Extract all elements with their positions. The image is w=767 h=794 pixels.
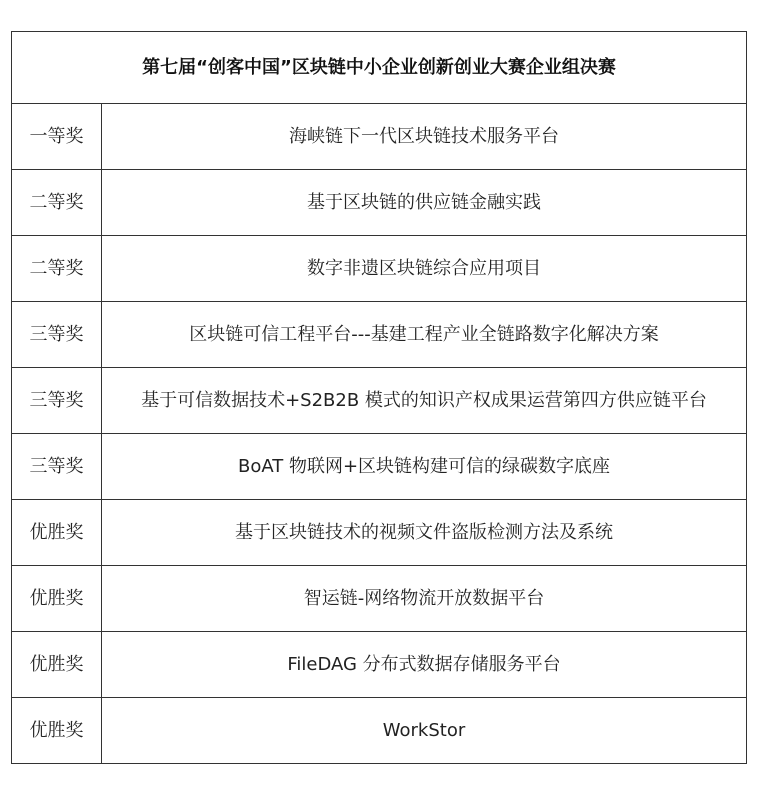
project-name: 基于区块链技术的视频文件盗版检测方法及系统 <box>102 500 747 566</box>
table-title-row <box>12 32 747 104</box>
table-row <box>12 500 747 566</box>
table-row <box>12 698 747 764</box>
award-level: 优胜奖 <box>12 500 102 566</box>
project-name: 海峡链下一代区块链技术服务平台 <box>102 104 747 170</box>
table-row <box>12 236 747 302</box>
project-name: WorkStor <box>102 698 747 764</box>
award-level: 一等奖 <box>12 104 102 170</box>
award-level: 三等奖 <box>12 434 102 500</box>
project-name: 数字非遗区块链综合应用项目 <box>102 236 747 302</box>
table-row <box>12 170 747 236</box>
table-row <box>12 104 747 170</box>
award-level: 优胜奖 <box>12 566 102 632</box>
table-row <box>12 368 747 434</box>
project-name: 区块链可信工程平台---基建工程产业全链路数字化解决方案 <box>102 302 747 368</box>
award-level: 优胜奖 <box>12 698 102 764</box>
table-row <box>12 566 747 632</box>
table-row <box>12 434 747 500</box>
table-title: 第七届“创客中国”区块链中小企业创新创业大赛企业组决赛 <box>12 32 747 104</box>
project-name: FileDAG 分布式数据存储服务平台 <box>102 632 747 698</box>
table-row <box>12 302 747 368</box>
project-name: 基于可信数据技术+S2B2B 模式的知识产权成果运营第四方供应链平台 <box>102 368 747 434</box>
award-level: 三等奖 <box>12 302 102 368</box>
award-level: 优胜奖 <box>12 632 102 698</box>
award-level: 二等奖 <box>12 170 102 236</box>
project-name: 基于区块链的供应链金融实践 <box>102 170 747 236</box>
awards-table <box>11 31 747 764</box>
award-level: 二等奖 <box>12 236 102 302</box>
project-name: BoAT 物联网+区块链构建可信的绿碳数字底座 <box>102 434 747 500</box>
table-row <box>12 632 747 698</box>
award-level: 三等奖 <box>12 368 102 434</box>
project-name: 智运链-网络物流开放数据平台 <box>102 566 747 632</box>
